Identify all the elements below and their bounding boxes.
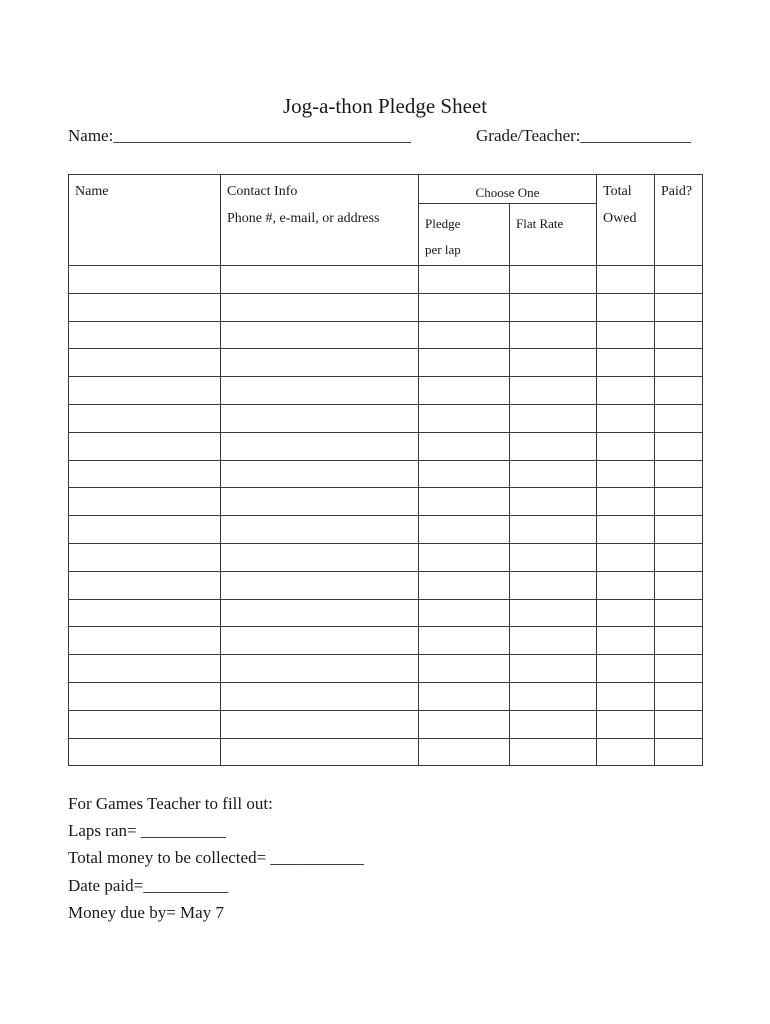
student-name-field[interactable]: Name:___________________________________: [68, 126, 411, 145]
table-row: [69, 710, 703, 738]
contact-cell[interactable]: [221, 266, 419, 294]
pledge-cell[interactable]: [419, 571, 510, 599]
name-cell[interactable]: [69, 571, 221, 599]
contact-cell[interactable]: [221, 293, 419, 321]
header-contact-label: Contact Info: [227, 184, 298, 199]
header-name: [69, 175, 221, 266]
paid-cell[interactable]: [655, 266, 703, 294]
flat-rate-cell[interactable]: [510, 404, 597, 432]
table-row: [69, 377, 703, 405]
pledge-cell[interactable]: [419, 321, 510, 349]
name-cell[interactable]: [69, 627, 221, 655]
pledge-cell[interactable]: [419, 682, 510, 710]
pledge-cell[interactable]: [419, 627, 510, 655]
contact-cell[interactable]: [221, 627, 419, 655]
pledge-cell[interactable]: [419, 599, 510, 627]
flat-rate-cell[interactable]: [510, 738, 597, 766]
name-cell[interactable]: [69, 655, 221, 683]
table-row: [69, 627, 703, 655]
contact-cell[interactable]: [221, 349, 419, 377]
total-cell[interactable]: [597, 627, 655, 655]
paid-cell[interactable]: [655, 404, 703, 432]
pledge-cell[interactable]: [419, 543, 510, 571]
laps-ran-field[interactable]: Laps ran= __________: [68, 821, 226, 841]
paid-cell[interactable]: [655, 321, 703, 349]
total-cell[interactable]: [597, 655, 655, 683]
pledge-cell[interactable]: [419, 293, 510, 321]
flat-rate-cell[interactable]: [510, 432, 597, 460]
pledge-cell[interactable]: [419, 404, 510, 432]
table-row: [69, 543, 703, 571]
paid-cell[interactable]: [655, 655, 703, 683]
table-row: [69, 349, 703, 377]
flat-rate-cell[interactable]: [510, 377, 597, 405]
header-total-label: Total: [603, 184, 632, 199]
name-cell[interactable]: [69, 321, 221, 349]
name-cell[interactable]: [69, 293, 221, 321]
header-paid: [655, 175, 703, 266]
page-title: Jog-a-thon Pledge Sheet: [282, 94, 488, 118]
table-row: [69, 432, 703, 460]
contact-cell[interactable]: [221, 571, 419, 599]
header-choose-one: Choose One: [419, 175, 597, 204]
flat-rate-cell[interactable]: [510, 293, 597, 321]
header-name-label: Name: [75, 184, 109, 199]
name-cell[interactable]: [69, 377, 221, 405]
paid-cell[interactable]: [655, 738, 703, 766]
pledge-cell[interactable]: [419, 432, 510, 460]
total-cell[interactable]: [597, 460, 655, 488]
paid-cell[interactable]: [655, 349, 703, 377]
pledge-table: [68, 174, 703, 766]
header-flat-rate-label: Flat Rate: [516, 216, 564, 231]
header-paid-label: Paid?: [661, 184, 693, 199]
table-row: [69, 516, 703, 544]
flat-rate-cell[interactable]: [510, 321, 597, 349]
total-money-field[interactable]: Total money to be collected= ___________: [68, 848, 364, 868]
table-row: [69, 571, 703, 599]
total-cell[interactable]: [597, 682, 655, 710]
total-cell[interactable]: [597, 516, 655, 544]
table-row: [69, 266, 703, 294]
flat-rate-cell[interactable]: [510, 543, 597, 571]
teacher-section: [68, 790, 364, 926]
pledge-cell[interactable]: [419, 266, 510, 294]
contact-cell[interactable]: [221, 738, 419, 766]
pledge-rows: [69, 266, 703, 766]
table-row: [69, 599, 703, 627]
name-cell[interactable]: [69, 710, 221, 738]
total-cell[interactable]: [597, 266, 655, 294]
flat-rate-cell[interactable]: [510, 460, 597, 488]
name-cell[interactable]: [69, 460, 221, 488]
flat-rate-cell[interactable]: [510, 488, 597, 516]
header-total: [597, 175, 655, 266]
contact-cell[interactable]: [221, 488, 419, 516]
flat-rate-cell[interactable]: [510, 627, 597, 655]
name-cell[interactable]: [69, 404, 221, 432]
contact-cell[interactable]: [221, 682, 419, 710]
paid-cell[interactable]: [655, 293, 703, 321]
paid-cell[interactable]: [655, 543, 703, 571]
name-cell[interactable]: [69, 488, 221, 516]
header-flat-rate: [510, 204, 597, 266]
total-cell[interactable]: [597, 599, 655, 627]
contact-cell[interactable]: [221, 543, 419, 571]
flat-rate-cell[interactable]: [510, 266, 597, 294]
total-cell[interactable]: [597, 377, 655, 405]
table-row: [69, 293, 703, 321]
name-cell[interactable]: [69, 682, 221, 710]
header-contact: [221, 175, 419, 266]
table-row: [69, 738, 703, 766]
paid-cell[interactable]: [655, 516, 703, 544]
header-pledge-label: Pledge: [425, 216, 461, 231]
contact-cell[interactable]: [221, 599, 419, 627]
paid-cell[interactable]: [655, 682, 703, 710]
flat-rate-cell[interactable]: [510, 516, 597, 544]
total-cell[interactable]: [597, 293, 655, 321]
name-cell[interactable]: [69, 349, 221, 377]
header-pledge-sublabel: per lap: [425, 242, 461, 257]
table-row: [69, 655, 703, 683]
contact-cell[interactable]: [221, 321, 419, 349]
table-row: [69, 488, 703, 516]
name-cell[interactable]: [69, 738, 221, 766]
pledge-cell[interactable]: [419, 377, 510, 405]
total-cell[interactable]: [597, 404, 655, 432]
contact-cell[interactable]: [221, 432, 419, 460]
total-cell[interactable]: [597, 571, 655, 599]
contact-cell[interactable]: [221, 460, 419, 488]
flat-rate-cell[interactable]: [510, 682, 597, 710]
flat-rate-cell[interactable]: [510, 710, 597, 738]
table-row: [69, 682, 703, 710]
date-paid-field[interactable]: Date paid=__________: [68, 875, 229, 895]
contact-cell[interactable]: [221, 516, 419, 544]
total-cell[interactable]: [597, 710, 655, 738]
pledge-cell[interactable]: [419, 710, 510, 738]
grade-teacher-field[interactable]: Grade/Teacher:_____________: [476, 126, 692, 145]
paid-cell[interactable]: [655, 488, 703, 516]
teacher-section-intro: For Games Teacher to fill out:: [68, 794, 273, 813]
name-cell[interactable]: [69, 599, 221, 627]
contact-cell[interactable]: [221, 655, 419, 683]
total-cell[interactable]: [597, 488, 655, 516]
paid-cell[interactable]: [655, 627, 703, 655]
contact-cell[interactable]: [221, 377, 419, 405]
name-cell[interactable]: [69, 432, 221, 460]
paid-cell[interactable]: [655, 460, 703, 488]
pledge-cell[interactable]: [419, 516, 510, 544]
paid-cell[interactable]: [655, 432, 703, 460]
paid-cell[interactable]: [655, 377, 703, 405]
header-total-sublabel: Owed: [603, 211, 637, 226]
table-row: [69, 321, 703, 349]
paid-cell[interactable]: [655, 571, 703, 599]
paid-cell[interactable]: [655, 599, 703, 627]
table-row: [69, 460, 703, 488]
flat-rate-cell[interactable]: [510, 655, 597, 683]
contact-cell[interactable]: [221, 404, 419, 432]
flat-rate-cell[interactable]: [510, 599, 597, 627]
contact-cell[interactable]: [221, 710, 419, 738]
header-contact-sublabel: Phone #, e-mail, or address: [227, 211, 380, 226]
pledge-cell[interactable]: [419, 460, 510, 488]
name-cell[interactable]: [69, 516, 221, 544]
paid-cell[interactable]: [655, 710, 703, 738]
table-row: [69, 404, 703, 432]
total-cell[interactable]: [597, 349, 655, 377]
flat-rate-cell[interactable]: [510, 349, 597, 377]
total-cell[interactable]: [597, 543, 655, 571]
total-cell[interactable]: [597, 432, 655, 460]
pledge-cell[interactable]: [419, 488, 510, 516]
total-cell[interactable]: [597, 738, 655, 766]
total-cell[interactable]: [597, 321, 655, 349]
pledge-cell[interactable]: [419, 738, 510, 766]
name-cell[interactable]: [69, 543, 221, 571]
pledge-cell[interactable]: [419, 655, 510, 683]
name-cell[interactable]: [69, 266, 221, 294]
money-due-text: Money due by= May 7: [68, 902, 224, 922]
flat-rate-cell[interactable]: [510, 571, 597, 599]
header-pledge: [419, 204, 510, 266]
pledge-cell[interactable]: [419, 349, 510, 377]
